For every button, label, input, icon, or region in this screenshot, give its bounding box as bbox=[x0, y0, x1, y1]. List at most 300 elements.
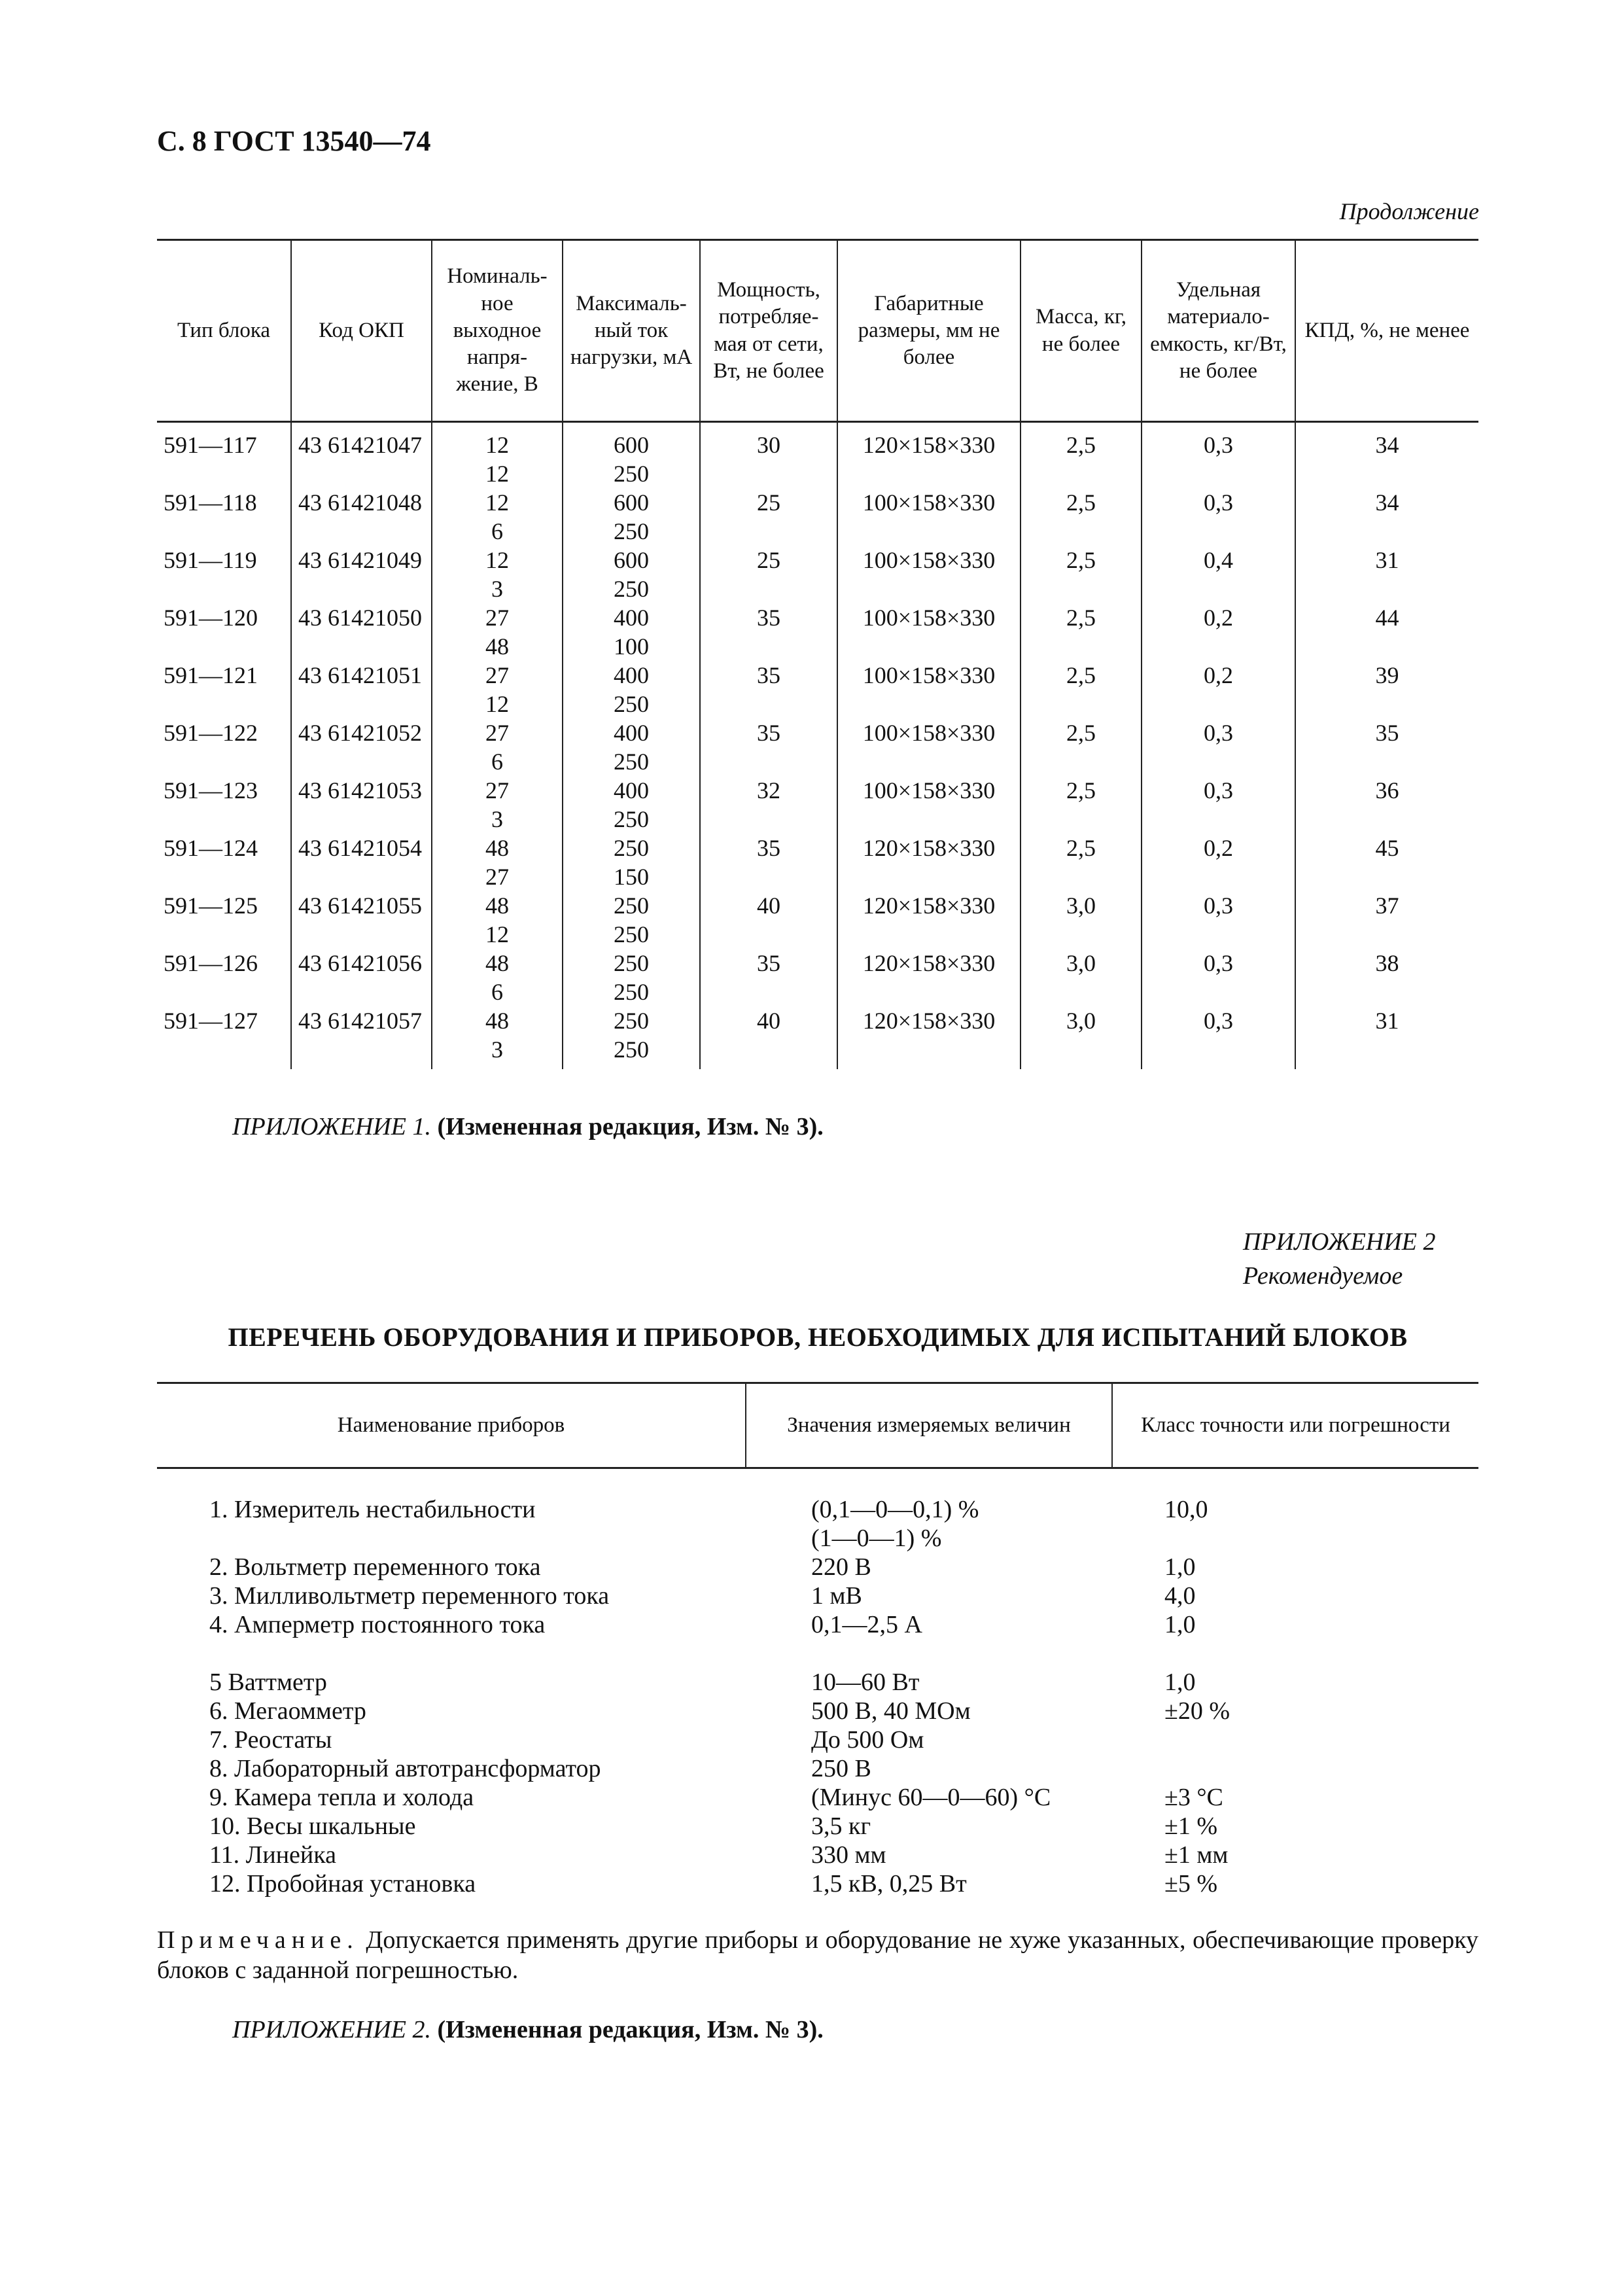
cell-specific bbox=[1142, 661, 1295, 718]
table-row bbox=[157, 603, 1478, 661]
table-row bbox=[157, 661, 1478, 718]
cell-efficiency bbox=[1295, 488, 1478, 546]
cell-mass-line: 2,5 bbox=[1066, 835, 1096, 861]
appendix1-label: ПРИЛОЖЕНИЕ 1. bbox=[232, 1113, 431, 1140]
cell-measured-value: 10—60 Вт bbox=[811, 1669, 920, 1696]
cell-power-line: 32 bbox=[757, 777, 780, 804]
cell-voltage bbox=[432, 546, 563, 603]
table-row bbox=[157, 1783, 1478, 1812]
cell-power bbox=[700, 661, 837, 718]
appendix2-amendment bbox=[232, 2015, 824, 2044]
cell-voltage bbox=[432, 603, 563, 661]
cell-mass bbox=[1021, 603, 1142, 661]
cell-current-line: 400 bbox=[614, 777, 649, 804]
cell-accuracy: ±3 °С bbox=[1164, 1784, 1223, 1811]
cell-size-line: 120×158×330 bbox=[862, 950, 996, 976]
cell-type-line: 591—123 bbox=[164, 777, 258, 804]
cell-voltage bbox=[432, 776, 563, 834]
cell-efficiency-line: 37 bbox=[1375, 892, 1399, 919]
cell-mass bbox=[1021, 949, 1142, 1006]
cell-current bbox=[563, 661, 700, 718]
cell-mass bbox=[1021, 776, 1142, 834]
col-header-accuracy: Класс точности или погрешности bbox=[1112, 1383, 1478, 1468]
cell-accuracy: 1,0 bbox=[1164, 1553, 1196, 1581]
cell-efficiency bbox=[1295, 891, 1478, 949]
cell-type-line: 591—120 bbox=[164, 605, 258, 631]
cell-efficiency bbox=[1295, 603, 1478, 661]
cell-voltage-line: 12 bbox=[485, 489, 509, 516]
cell-mass bbox=[1021, 488, 1142, 546]
cell-mass-line: 2,5 bbox=[1066, 605, 1096, 631]
col-header-mass: Масса, кг, не более bbox=[1021, 240, 1142, 422]
cell-instrument: 12. Пробойная установка bbox=[209, 1870, 476, 1898]
cell-current-line: 250 bbox=[614, 950, 649, 976]
cell-code bbox=[291, 718, 432, 776]
cell-current-line: 250 bbox=[614, 1036, 649, 1063]
appendix2-heading bbox=[1243, 1225, 1435, 1293]
cell-mass bbox=[1021, 661, 1142, 718]
table-equipment bbox=[157, 1382, 1478, 1898]
cell-current-line: 600 bbox=[614, 432, 649, 458]
cell-size bbox=[837, 546, 1021, 603]
cell-specific bbox=[1142, 1006, 1295, 1069]
cell-voltage-line: 6 bbox=[491, 749, 503, 775]
appendix2-amend-label: ПРИЛОЖЕНИЕ 2. bbox=[232, 2016, 431, 2043]
cell-measured-value: 3,5 кг bbox=[811, 1812, 871, 1840]
cell-current-line: 250 bbox=[614, 518, 649, 544]
cell-specific-line: 0,3 bbox=[1204, 489, 1233, 516]
cell-instrument: 8. Лабораторный автотрансформатор bbox=[209, 1755, 601, 1782]
cell-type-line: 591—118 bbox=[164, 489, 257, 516]
cell-current-line: 250 bbox=[614, 806, 649, 832]
cell-type bbox=[157, 891, 291, 949]
cell-type-line: 591—122 bbox=[164, 720, 258, 746]
cell-power-line: 35 bbox=[757, 662, 780, 688]
cell-type-line: 591—126 bbox=[164, 950, 258, 976]
table-row bbox=[157, 422, 1478, 489]
cell-current-line: 600 bbox=[614, 547, 649, 573]
cell-accuracy: 1,0 bbox=[1164, 1669, 1196, 1696]
cell-code bbox=[291, 949, 432, 1006]
cell-code bbox=[291, 422, 432, 489]
cell-power bbox=[700, 834, 837, 891]
cell-size bbox=[837, 1006, 1021, 1069]
cell-code-line: 43 61421051 bbox=[298, 662, 422, 688]
cell-code bbox=[291, 834, 432, 891]
cell-type bbox=[157, 422, 291, 489]
cell-accuracy: 4,0 bbox=[1164, 1582, 1196, 1610]
cell-code bbox=[291, 661, 432, 718]
col-header-type: Тип блока bbox=[177, 318, 271, 342]
cell-power-line: 40 bbox=[757, 1008, 780, 1034]
cell-accuracy: ±5 % bbox=[1164, 1870, 1218, 1898]
cell-measured-value: 330 мм bbox=[811, 1841, 886, 1869]
cell-accuracy: ±20 % bbox=[1164, 1697, 1230, 1725]
col-header-instrument: Наименование приборов bbox=[337, 1413, 565, 1438]
cell-code-line: 43 61421056 bbox=[298, 950, 422, 976]
continuation-label: Продолжение bbox=[1339, 198, 1479, 224]
col-header-current: Максималь-ный ток нагрузки, мА bbox=[563, 240, 700, 422]
cell-efficiency bbox=[1295, 661, 1478, 718]
col-header-voltage: Номиналь-ное выходное напря-жение, В bbox=[432, 240, 563, 422]
cell-specific-line: 0,3 bbox=[1204, 950, 1233, 976]
table-row bbox=[157, 1725, 1478, 1754]
cell-size-line: 100×158×330 bbox=[862, 605, 996, 631]
cell-measured-value: До 500 Ом bbox=[811, 1726, 924, 1754]
cell-code-line: 43 61421055 bbox=[298, 892, 422, 919]
note-text: Допускается применять другие приборы и оборудование не хуже указанных, обеспечивающие проверку блоков с заданной погрешностью. bbox=[157, 1926, 1478, 1984]
cell-voltage bbox=[432, 834, 563, 891]
appendix1-edition: (Измененная редакция, Изм. № 3). bbox=[437, 1113, 824, 1140]
cell-size bbox=[837, 776, 1021, 834]
cell-power-line: 25 bbox=[757, 547, 780, 573]
cell-mass-line: 2,5 bbox=[1066, 547, 1096, 573]
cell-power bbox=[700, 891, 837, 949]
table-row bbox=[157, 546, 1478, 603]
cell-current bbox=[563, 1006, 700, 1069]
cell-type bbox=[157, 949, 291, 1006]
cell-mass-line: 3,0 bbox=[1066, 892, 1096, 919]
cell-size-line: 120×158×330 bbox=[862, 835, 996, 861]
cell-efficiency-line: 34 bbox=[1375, 432, 1399, 458]
cell-current-line: 100 bbox=[614, 633, 649, 660]
cell-size bbox=[837, 949, 1021, 1006]
cell-instrument: 5 Ваттметр bbox=[209, 1669, 327, 1696]
cell-type bbox=[157, 546, 291, 603]
cell-voltage-line: 27 bbox=[485, 864, 509, 890]
cell-type bbox=[157, 1006, 291, 1069]
cell-efficiency bbox=[1295, 546, 1478, 603]
cell-instrument: 7. Реостаты bbox=[209, 1726, 332, 1754]
cell-type-line: 591—124 bbox=[164, 835, 258, 861]
cell-mass-line: 3,0 bbox=[1066, 950, 1096, 976]
cell-instrument: 6. Мегаомметр bbox=[209, 1697, 366, 1725]
cell-size bbox=[837, 422, 1021, 489]
cell-size-line: 120×158×330 bbox=[862, 432, 996, 458]
cell-power bbox=[700, 546, 837, 603]
cell-current-line: 250 bbox=[614, 749, 649, 775]
cell-code bbox=[291, 891, 432, 949]
cell-voltage-line: 6 bbox=[491, 979, 503, 1005]
cell-instrument: 10. Весы шкальные bbox=[209, 1812, 416, 1840]
cell-type bbox=[157, 834, 291, 891]
cell-specific-line: 0,3 bbox=[1204, 432, 1233, 458]
cell-accuracy: 1,0 bbox=[1164, 1611, 1196, 1638]
cell-type bbox=[157, 661, 291, 718]
cell-measured-value: 0,1—2,5 А bbox=[811, 1611, 922, 1638]
table-row bbox=[157, 1869, 1478, 1898]
cell-current bbox=[563, 718, 700, 776]
cell-voltage bbox=[432, 488, 563, 546]
table-row bbox=[157, 834, 1478, 891]
cell-mass bbox=[1021, 422, 1142, 489]
cell-accuracy: 10,0 bbox=[1164, 1496, 1208, 1523]
cell-specific bbox=[1142, 546, 1295, 603]
appendix2-status: Рекомендуемое bbox=[1243, 1262, 1403, 1290]
cell-power bbox=[700, 422, 837, 489]
cell-size bbox=[837, 834, 1021, 891]
col-header-code: Код ОКП bbox=[291, 240, 432, 422]
cell-code bbox=[291, 603, 432, 661]
cell-size-line: 100×158×330 bbox=[862, 547, 996, 573]
cell-size bbox=[837, 661, 1021, 718]
cell-code-line: 43 61421057 bbox=[298, 1008, 422, 1034]
cell-current-line: 250 bbox=[614, 576, 649, 602]
cell-specific bbox=[1142, 603, 1295, 661]
cell-size bbox=[837, 891, 1021, 949]
cell-instrument: 4. Амперметр постоянного тока bbox=[209, 1611, 546, 1638]
cell-voltage-line: 12 bbox=[485, 547, 509, 573]
note-paragraph bbox=[157, 1925, 1478, 1985]
cell-voltage-line: 48 bbox=[485, 633, 509, 660]
cell-size-line: 100×158×330 bbox=[862, 662, 996, 688]
equipment-list-title: ПЕРЕЧЕНЬ ОБОРУДОВАНИЯ И ПРИБОРОВ, НЕОБХОДИМЫХ ДЛЯ ИСПЫТАНИЙ БЛОКОВ bbox=[228, 1322, 1408, 1352]
table-row bbox=[157, 488, 1478, 546]
cell-specific-line: 0,2 bbox=[1204, 605, 1233, 631]
cell-efficiency-line: 39 bbox=[1375, 662, 1399, 688]
cell-specific-line: 0,3 bbox=[1204, 1008, 1233, 1034]
cell-code-line: 43 61421052 bbox=[298, 720, 422, 746]
cell-voltage bbox=[432, 891, 563, 949]
cell-current-line: 250 bbox=[614, 921, 649, 947]
cell-specific bbox=[1142, 718, 1295, 776]
cell-current bbox=[563, 834, 700, 891]
cell-power-line: 35 bbox=[757, 605, 780, 631]
cell-measured-value: (Минус 60—0—60) °С bbox=[811, 1784, 1051, 1811]
cell-voltage-line: 48 bbox=[485, 835, 509, 861]
cell-current-line: 150 bbox=[614, 864, 649, 890]
cell-voltage bbox=[432, 1006, 563, 1069]
table-row bbox=[157, 1697, 1478, 1725]
cell-current-line: 250 bbox=[614, 691, 649, 717]
cell-efficiency-line: 36 bbox=[1375, 777, 1399, 804]
cell-current bbox=[563, 603, 700, 661]
cell-current-line: 250 bbox=[614, 835, 649, 861]
cell-efficiency-line: 35 bbox=[1375, 720, 1399, 746]
cell-current-line: 400 bbox=[614, 720, 649, 746]
cell-specific bbox=[1142, 776, 1295, 834]
cell-efficiency-line: 31 bbox=[1375, 1008, 1399, 1034]
cell-measured-value: 250 В bbox=[811, 1755, 871, 1782]
table-row bbox=[157, 1006, 1478, 1069]
cell-type-line: 591—127 bbox=[164, 1008, 258, 1034]
cell-current-line: 600 bbox=[614, 489, 649, 516]
table-row bbox=[157, 776, 1478, 834]
cell-measured-value: 500 В, 40 МОм bbox=[811, 1697, 971, 1725]
cell-accuracy bbox=[1112, 1725, 1478, 1754]
cell-specific-line: 0,3 bbox=[1204, 720, 1233, 746]
cell-specific-line: 0,3 bbox=[1204, 892, 1233, 919]
appendix2-label: ПРИЛОЖЕНИЕ 2 bbox=[1243, 1228, 1436, 1256]
table-row bbox=[157, 1553, 1478, 1581]
cell-efficiency-line: 31 bbox=[1375, 547, 1399, 573]
table-row bbox=[157, 1581, 1478, 1610]
cell-accuracy: ±1 % bbox=[1164, 1812, 1218, 1840]
cell-code bbox=[291, 1006, 432, 1069]
cell-instrument: 9. Камера тепла и холода bbox=[209, 1784, 474, 1811]
cell-current bbox=[563, 546, 700, 603]
table-row bbox=[157, 1639, 1478, 1697]
table-row bbox=[157, 1468, 1478, 1553]
table-row bbox=[157, 718, 1478, 776]
cell-voltage-line: 48 bbox=[485, 892, 509, 919]
cell-efficiency-line: 38 bbox=[1375, 950, 1399, 976]
cell-current bbox=[563, 488, 700, 546]
cell-instrument: 1. Измеритель нестабильности bbox=[209, 1496, 536, 1523]
table-header-row bbox=[157, 1383, 1478, 1468]
cell-size bbox=[837, 603, 1021, 661]
cell-current bbox=[563, 891, 700, 949]
cell-type bbox=[157, 488, 291, 546]
cell-power bbox=[700, 1006, 837, 1069]
cell-voltage bbox=[432, 661, 563, 718]
cell-measured-value: 1 мВ bbox=[811, 1582, 862, 1610]
cell-power bbox=[700, 949, 837, 1006]
cell-type bbox=[157, 603, 291, 661]
cell-efficiency-line: 45 bbox=[1375, 835, 1399, 861]
cell-type-line: 591—117 bbox=[164, 432, 257, 458]
cell-voltage-line: 12 bbox=[485, 461, 509, 487]
cell-code-line: 43 61421050 bbox=[298, 605, 422, 631]
cell-size-line: 100×158×330 bbox=[862, 720, 996, 746]
cell-power bbox=[700, 718, 837, 776]
col-header-measured-values: Значения измеряемых величин bbox=[746, 1383, 1112, 1468]
cell-code-line: 43 61421053 bbox=[298, 777, 422, 804]
cell-power-line: 25 bbox=[757, 489, 780, 516]
cell-voltage-line: 27 bbox=[485, 720, 509, 746]
table-row bbox=[157, 891, 1478, 949]
table-row bbox=[157, 1754, 1478, 1783]
cell-efficiency bbox=[1295, 776, 1478, 834]
cell-code-line: 43 61421054 bbox=[298, 835, 422, 861]
cell-voltage-line: 3 bbox=[491, 806, 503, 832]
cell-mass bbox=[1021, 718, 1142, 776]
cell-mass-line: 2,5 bbox=[1066, 720, 1096, 746]
cell-current-line: 400 bbox=[614, 605, 649, 631]
cell-voltage-line: 6 bbox=[491, 518, 503, 544]
cell-specific bbox=[1142, 488, 1295, 546]
cell-voltage-line: 27 bbox=[485, 605, 509, 631]
table-row bbox=[157, 1812, 1478, 1841]
cell-power-line: 30 bbox=[757, 432, 780, 458]
cell-code-line: 43 61421049 bbox=[298, 547, 422, 573]
cell-voltage bbox=[432, 422, 563, 489]
cell-code bbox=[291, 546, 432, 603]
cell-size bbox=[837, 718, 1021, 776]
note-label: Примечание. bbox=[157, 1926, 359, 1954]
cell-power bbox=[700, 488, 837, 546]
cell-mass bbox=[1021, 834, 1142, 891]
cell-code bbox=[291, 776, 432, 834]
cell-efficiency bbox=[1295, 949, 1478, 1006]
cell-current-line: 250 bbox=[614, 1008, 649, 1034]
cell-power-line: 40 bbox=[757, 892, 780, 919]
cell-size-line: 100×158×330 bbox=[862, 777, 996, 804]
cell-type-line: 591—119 bbox=[164, 547, 257, 573]
cell-accuracy: ±1 мм bbox=[1164, 1841, 1229, 1869]
cell-mass bbox=[1021, 1006, 1142, 1069]
cell-efficiency bbox=[1295, 422, 1478, 489]
col-header-size: Габаритные размеры, мм не более bbox=[837, 240, 1021, 422]
cell-code bbox=[291, 488, 432, 546]
cell-specific bbox=[1142, 422, 1295, 489]
cell-instrument: 11. Линейка bbox=[209, 1841, 336, 1869]
cell-specific-line: 0,2 bbox=[1204, 662, 1233, 688]
cell-instrument: 3. Милливольтметр переменного тока bbox=[209, 1582, 610, 1610]
cell-power bbox=[700, 603, 837, 661]
table-row bbox=[157, 949, 1478, 1006]
cell-line: (0,1—0—0,1) % bbox=[811, 1496, 979, 1523]
cell-power-line: 35 bbox=[757, 835, 780, 861]
cell-mass-line: 2,5 bbox=[1066, 489, 1096, 516]
cell-measured-value: 1,5 кВ, 0,25 Вт bbox=[811, 1870, 967, 1898]
cell-current bbox=[563, 422, 700, 489]
cell-specific-line: 0,3 bbox=[1204, 777, 1233, 804]
cell-size bbox=[837, 488, 1021, 546]
cell-current bbox=[563, 949, 700, 1006]
cell-mass-line: 2,5 bbox=[1066, 777, 1096, 804]
appendix2-edition: (Измененная редакция, Изм. № 3). bbox=[437, 2016, 824, 2043]
cell-voltage bbox=[432, 949, 563, 1006]
cell-line: (1—0—1) % bbox=[811, 1525, 942, 1552]
cell-measured-value: 220 В bbox=[811, 1553, 871, 1581]
cell-voltage-line: 3 bbox=[491, 576, 503, 602]
page-title: С. 8 ГОСТ 13540—74 bbox=[157, 125, 431, 157]
table-row bbox=[157, 1610, 1478, 1639]
cell-mass bbox=[1021, 891, 1142, 949]
cell-power-line: 35 bbox=[757, 950, 780, 976]
cell-efficiency-line: 44 bbox=[1375, 605, 1399, 631]
cell-instrument: 2. Вольтметр переменного тока bbox=[209, 1553, 541, 1581]
cell-type bbox=[157, 718, 291, 776]
cell-efficiency bbox=[1295, 718, 1478, 776]
cell-current bbox=[563, 776, 700, 834]
cell-type-line: 591—125 bbox=[164, 892, 258, 919]
cell-mass-line: 2,5 bbox=[1066, 432, 1096, 458]
cell-voltage-line: 3 bbox=[491, 1036, 503, 1063]
table-header-row bbox=[157, 240, 1478, 422]
cell-power bbox=[700, 776, 837, 834]
cell-efficiency bbox=[1295, 1006, 1478, 1069]
cell-code-line: 43 61421047 bbox=[298, 432, 422, 458]
col-header-efficiency: КПД, %, не менее bbox=[1295, 240, 1478, 422]
cell-voltage-line: 48 bbox=[485, 950, 509, 976]
cell-specific-line: 0,4 bbox=[1204, 547, 1233, 573]
cell-mass bbox=[1021, 546, 1142, 603]
cell-size-line: 120×158×330 bbox=[862, 892, 996, 919]
cell-specific bbox=[1142, 834, 1295, 891]
cell-code-line: 43 61421048 bbox=[298, 489, 422, 516]
cell-specific-line: 0,2 bbox=[1204, 835, 1233, 861]
cell-mass-line: 3,0 bbox=[1066, 1008, 1096, 1034]
cell-specific bbox=[1142, 891, 1295, 949]
cell-type bbox=[157, 776, 291, 834]
cell-size-line: 100×158×330 bbox=[862, 489, 996, 516]
cell-measured-value bbox=[746, 1468, 1112, 1553]
cell-current-line: 400 bbox=[614, 662, 649, 688]
cell-voltage-line: 12 bbox=[485, 432, 509, 458]
cell-voltage-line: 27 bbox=[485, 777, 509, 804]
cell-current-line: 250 bbox=[614, 461, 649, 487]
col-header-power: Мощность, потребляе-мая от сети, Вт, не более bbox=[700, 240, 837, 422]
col-header-specific: Удельная материало-емкость, кг/Вт, не более bbox=[1142, 240, 1295, 422]
cell-mass-line: 2,5 bbox=[1066, 662, 1096, 688]
cell-type-line: 591—121 bbox=[164, 662, 258, 688]
cell-accuracy bbox=[1112, 1754, 1478, 1783]
cell-voltage bbox=[432, 718, 563, 776]
cell-voltage-line: 12 bbox=[485, 921, 509, 947]
cell-current-line: 250 bbox=[614, 892, 649, 919]
